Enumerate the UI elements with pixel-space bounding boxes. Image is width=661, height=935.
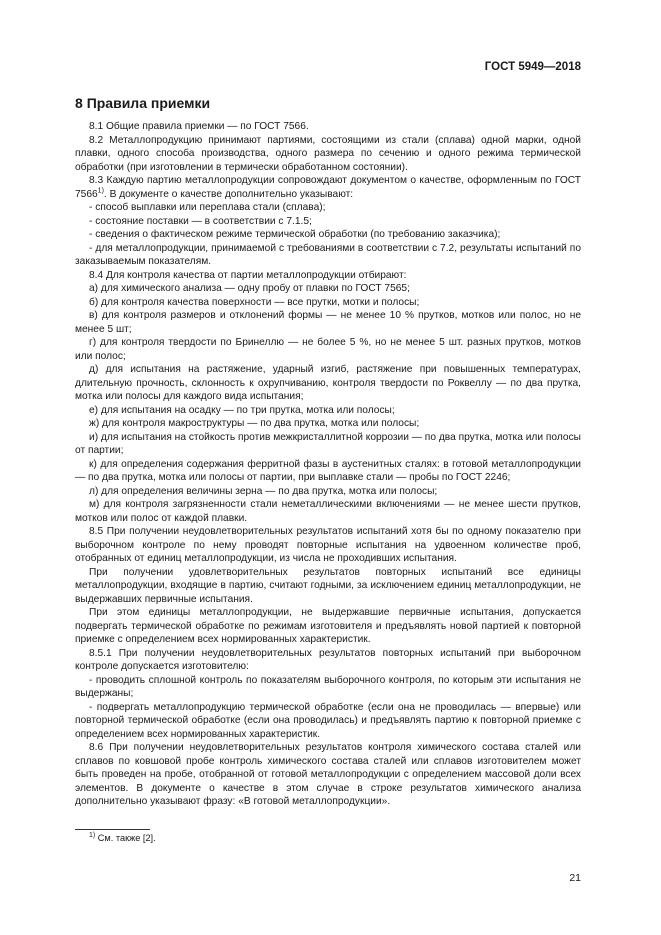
list-item: - для металлопродукции, принимаемой с требованиями в соответствии с 7.2, результаты испытаний по заказываемым показателям. — [75, 242, 581, 267]
paragraph-8-1: 8.1 Общие правила приемки — по ГОСТ 7566. — [89, 121, 309, 132]
list-item: л) для определения величины зерна — по два прутка, мотка или полосы; — [89, 485, 438, 497]
paragraph-8-4: 8.4 Для контроля качества от партии металлопродукции отбирают: — [89, 269, 407, 281]
list-item: - способ выплавки или переплава стали (сплава); — [89, 202, 326, 213]
list-item: ж) для контроля макроструктуры — по два прутка, мотка или полосы; — [89, 418, 420, 429]
paragraph-8-5: 8.5 При получении неудовлетворительных результатов испытаний хотя бы по одному показателю при выборочном контроле по нему проводят повторные испытания на удвоенном количестве проб, отобранных от единиц металлопродукции, из числа не проходивших испытания. — [75, 526, 581, 564]
page-number: 21 — [569, 872, 581, 884]
list-item: а) для химического анализа — одну пробу от плавки по ГОСТ 7565; — [89, 283, 410, 294]
list-item: - проводить сплошной контроль по показателям выборочного контроля, по которым эти испытания не выдержаны; — [75, 674, 581, 699]
list-item: б) для контроля качества поверхности — все прутки, мотки и полосы; — [89, 296, 420, 308]
list-item: - подвергать металлопродукцию термической обработке (если она не проводилась — впервые) или повторной термической обработке (если она проводилась) и предъявлять партию к повторной приемке с определением всех нормированных характеристик. — [75, 701, 581, 740]
section-title-text: Правила приемки — [86, 95, 211, 111]
paragraph: При получении удовлетворительных результатов повторных испытаний все единицы металлопродукции, входящие в партию, считают годными, за исключением единиц металлопродукции, не выдержавших первичные испытания. — [75, 566, 581, 605]
section-number: 8 — [75, 95, 83, 111]
paragraph-8-3 — [75, 174, 581, 201]
list-item: и) для испытания на стойкость против межкристаллитной коррозии — по два прутка, мотка или полосы от партии; — [75, 431, 581, 456]
footnote-divider — [75, 829, 150, 830]
footnote-reference: 1) — [97, 187, 104, 195]
paragraph-8-5-1: 8.5.1 При получении неудовлетворительных результатов повторных испытаний при выборочном контроле допускается изготовителю: — [75, 647, 581, 672]
paragraph-8-3-text: 8.3 Каждую партию металлопродукции сопровождают документом о качестве, оформленным по ГОСТ 7566 — [75, 175, 581, 200]
list-item: - состояние поставки — в соответствии с 7.1.5; — [89, 215, 312, 227]
section-body — [75, 120, 581, 809]
footnote — [89, 833, 156, 843]
paragraph-8-6: 8.6 При получении неудовлетворительных результатов контроля химического состава сталей или сплавов по ковшовой пробе контроль химического состава сталей или сплавов изготовителем может быть проведен на пробе, отобранной от готовой металлопродукции с определением массовой доли всех элементов. В документе о качестве в этом случае в строке результатов химического анализа дополнительно указывают фразу: «В готовой металлопродукции». — [75, 742, 581, 807]
paragraph-8-2: 8.2 Металлопродукцию принимают партиями, состоящими из стали (сплава) одной марки, одной плавки, одного способа производства, одного размера по сечению и одного режима термической обработки (при изготовлении в термически обработанном состоянии). — [75, 134, 581, 173]
list-item: в) для контроля размеров и отклонений формы — не менее 10 % прутков, мотков или полос, но не менее 5 шт; — [75, 310, 581, 335]
list-item: е) для испытания на осадку — по три прутка, мотка или полосы; — [89, 404, 395, 416]
paragraph: При этом единицы металлопродукции, не выдержавшие первичные испытания, допускается подвергать термической обработке по режимам изготовителя и предъявлять новой партией к повторной приемке с определением всех нормированных характеристик. — [75, 607, 581, 645]
list-item: - сведения о фактическом режиме термической обработки (по требованию заказчика); — [89, 229, 501, 240]
list-item: к) для определения содержания ферритной фазы в аустенитных сталях: в готовой металлопродукции — по два прутка, мотка или полосы от партии, при выплавке стали — пробы по ГОСТ 2246; — [75, 458, 581, 483]
list-item: д) для испытания на растяжение, ударный изгиб, растяжение при повышенных температурах, длительную прочность, склонность к охрупчиванию, контроля твердости по Роквеллу — по два прутка, мотка или полосы для каждого вида испытания; — [75, 364, 581, 402]
footnote-mark: 1) — [89, 831, 96, 839]
list-item: г) для контроля твердости по Бринеллю — не более 5 %, но не менее 5 шт. разных прутков, мотков или полос; — [75, 337, 581, 362]
list-item: м) для контроля загрязненности стали неметаллическими включениями — не менее шести прутков, мотков или полос от каждой плавки. — [75, 499, 581, 524]
document-code-header: ГОСТ 5949—2018 — [484, 61, 581, 73]
paragraph-8-3-tail: . В документе о качестве дополнительно указывают: — [103, 188, 354, 200]
footnote-text: См. также [2]. — [97, 833, 156, 843]
section-heading — [75, 95, 210, 111]
